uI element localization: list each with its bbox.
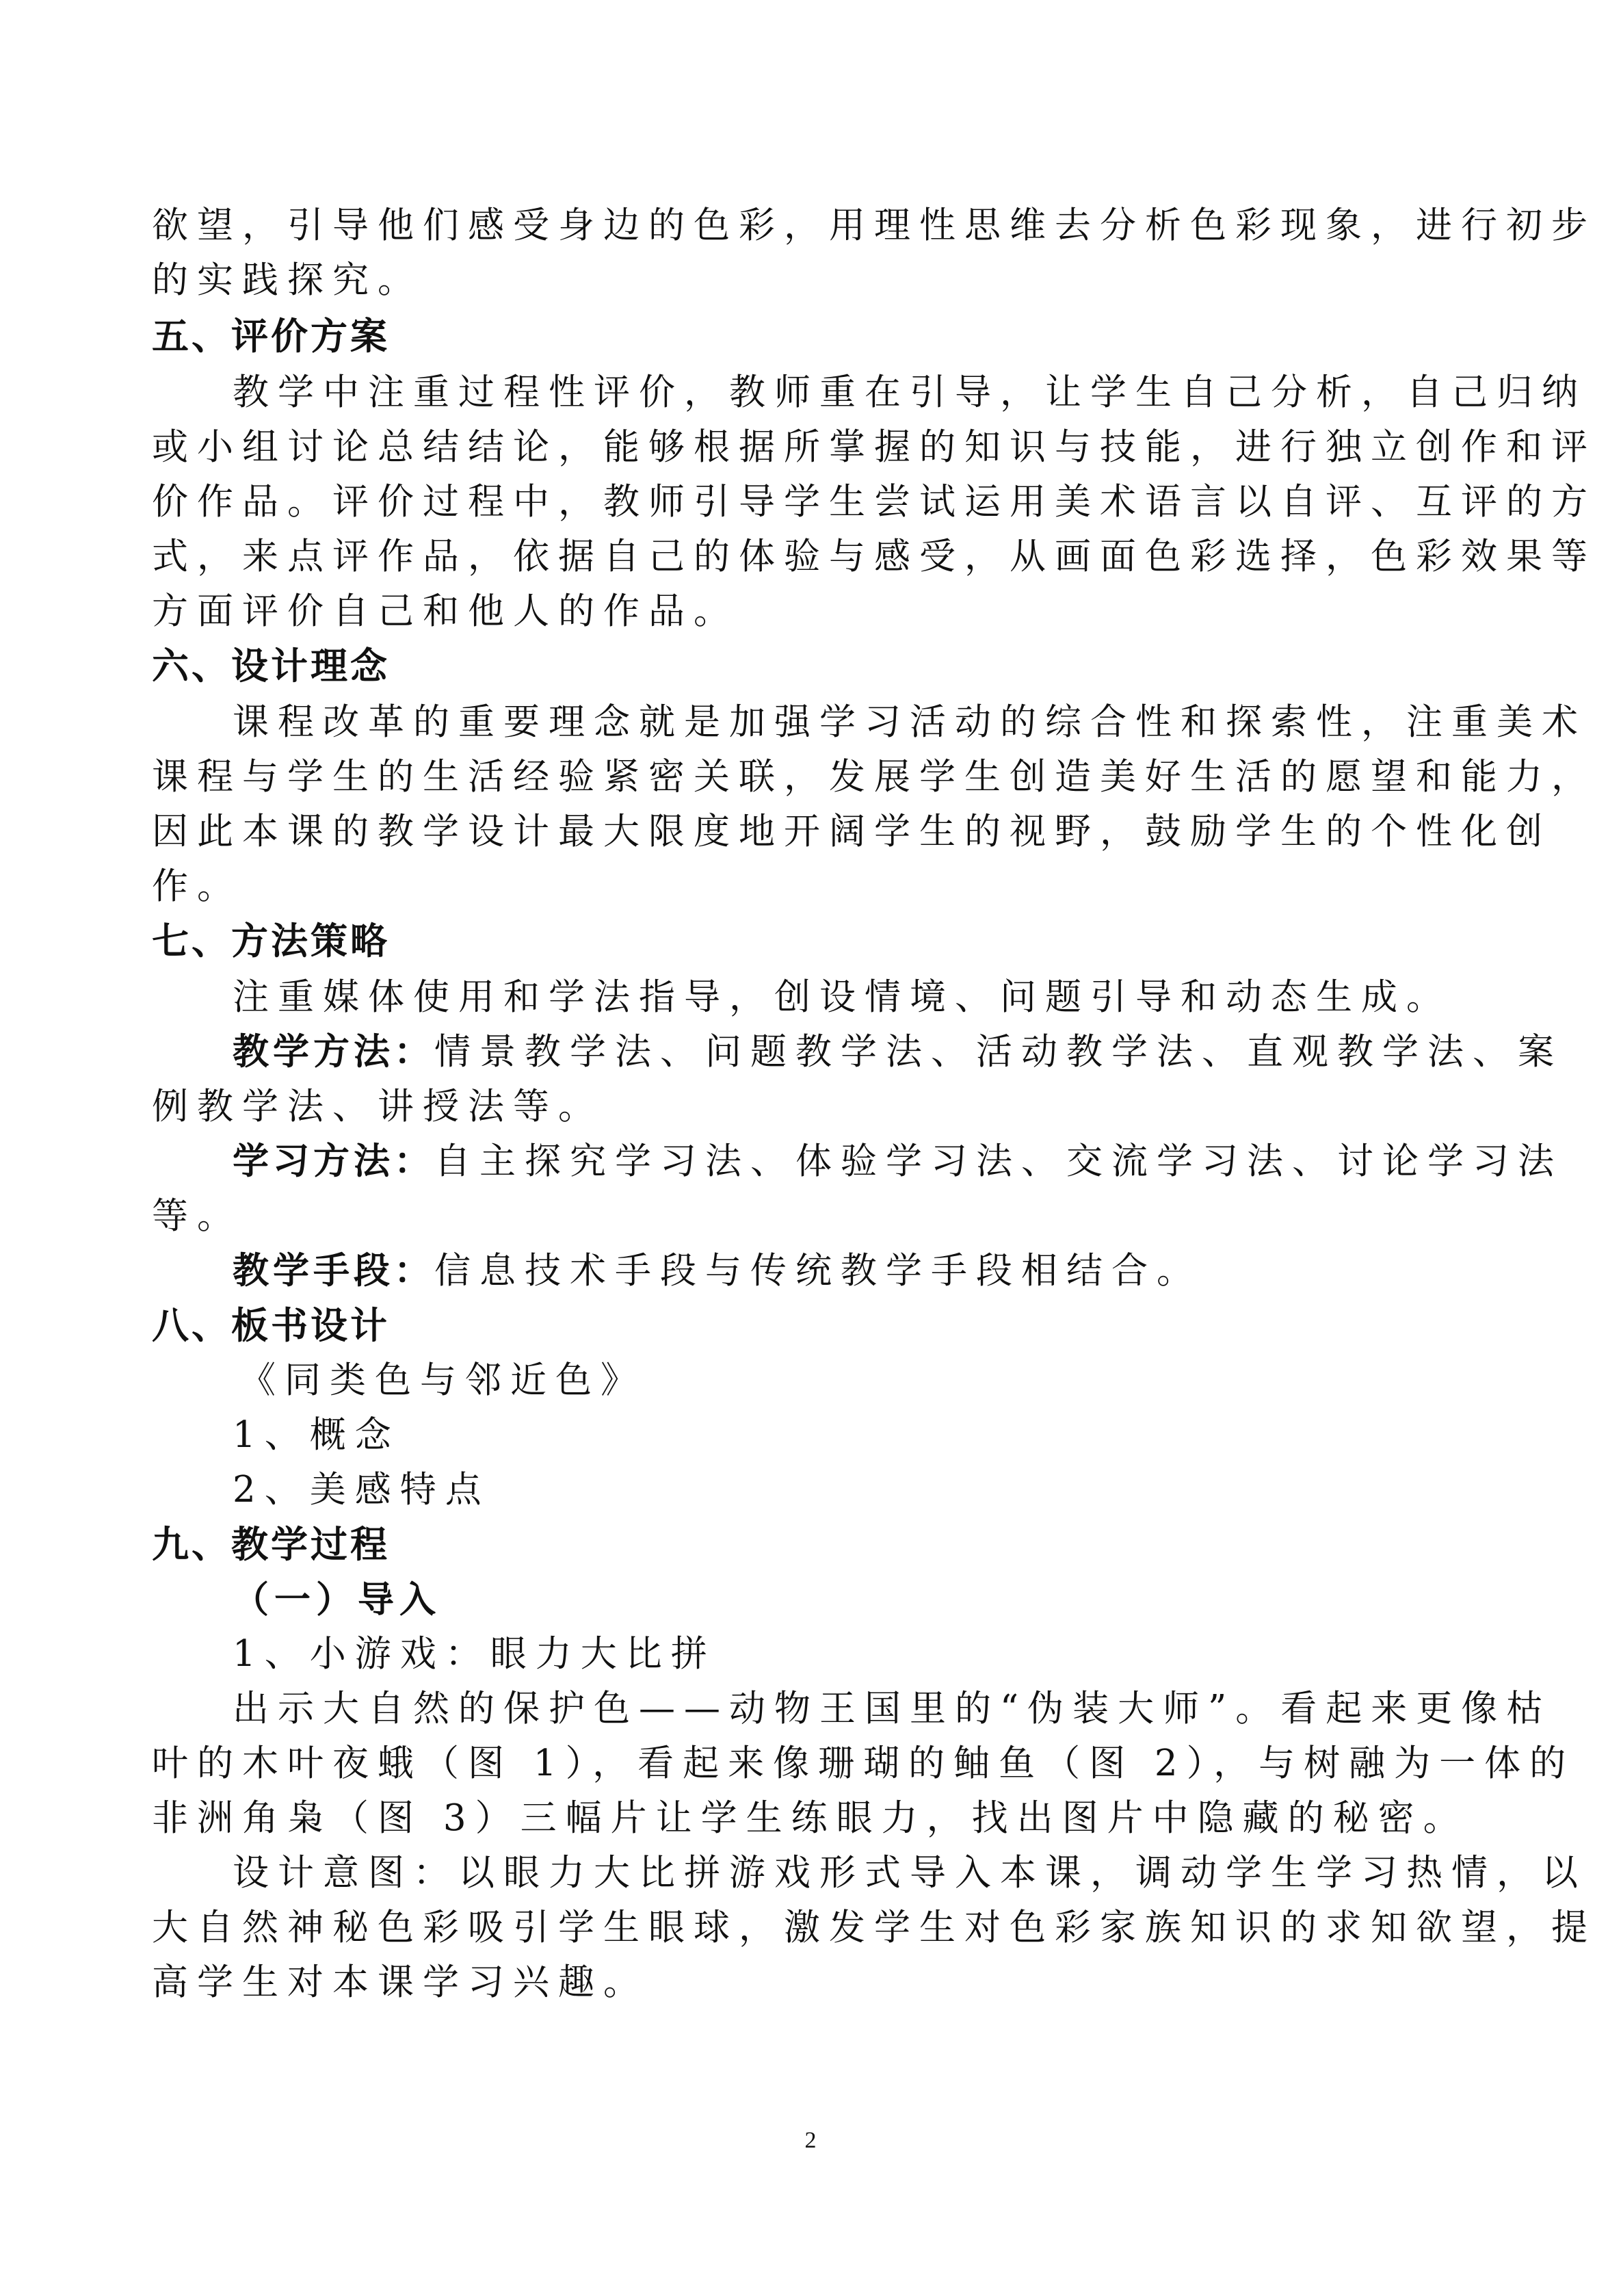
paragraph-line: 课程改革的重要理念就是加强学习活动的综合性和探索性，注重美术 <box>233 701 1587 743</box>
learning-method-label: 学习方法： <box>233 1140 434 1182</box>
teaching-means-label: 教学手段： <box>233 1250 434 1292</box>
learning-method-text: 自主探究学习法、体验学习法、交流学习法、讨论学习法 <box>434 1140 1563 1182</box>
section-heading-evaluation: 五、评价方案 <box>152 315 390 358</box>
teaching-method-line <box>233 1025 1563 1080</box>
section-heading-teaching-process: 九、教学过程 <box>152 1523 390 1566</box>
board-item: 2、美感特点 <box>233 1469 490 1511</box>
paragraph-line: 例教学法、讲授法等。 <box>152 1086 603 1127</box>
paragraph-line: 价作品。评价过程中，教师引导学生尝试运用美术语言以自评、互评的方 <box>152 481 1596 523</box>
page-number: 2 <box>804 2128 817 2153</box>
teaching-means-line <box>233 1244 1202 1299</box>
paragraph-line: 的实践探究。 <box>152 259 423 301</box>
paragraph-line: 高学生对本课学习兴趣。 <box>152 1961 648 2003</box>
teaching-method-text: 情景教学法、问题教学法、活动教学法、直观教学法、案 <box>434 1031 1563 1073</box>
paragraph-line: 出示大自然的保护色——动物王国里的“伪装大师”。看起来更像枯 <box>233 1688 1552 1730</box>
paragraph-line: 叶的木叶夜蛾（图 1），看起来像珊瑚的鲉鱼（图 2），与树融为一体的 <box>152 1743 1575 1784</box>
teaching-means-text: 信息技术手段与传统教学手段相结合。 <box>434 1250 1202 1292</box>
section-heading-method-strategy: 七、方法策略 <box>152 919 390 963</box>
step-heading: 1、小游戏：眼力大比拼 <box>233 1633 716 1675</box>
paragraph-line: 大自然神秘色彩吸引学生眼球，激发学生对色彩家族知识的求知欲望，提 <box>152 1907 1596 1948</box>
learning-method-line <box>233 1134 1563 1189</box>
paragraph-line: 方面评价自己和他人的作品。 <box>152 590 739 632</box>
paragraph-line: 因此本课的教学设计最大限度地开阔学生的视野，鼓励学生的个性化创 <box>152 811 1551 852</box>
paragraph-line: 注重媒体使用和学法指导，创设情境、问题引导和动态生成。 <box>233 976 1451 1018</box>
paragraph-line: 作。 <box>152 865 242 907</box>
paragraph-line: 等。 <box>152 1195 242 1237</box>
section-heading-board-design: 八、板书设计 <box>152 1304 390 1347</box>
paragraph-line: 或小组讨论总结结论，能够根据所掌握的知识与技能，进行独立创作和评 <box>152 426 1596 468</box>
paragraph-line: 教学中注重过程性评价，教师重在引导，让学生自己分析，自己归纳 <box>233 371 1587 413</box>
paragraph-line: 欲望，引导他们感受身边的色彩，用理性思维去分析色彩现象，进行初步 <box>152 205 1596 246</box>
paragraph-line: 式，来点评作品，依据自己的体验与感受，从画面色彩选择，色彩效果等 <box>152 536 1596 577</box>
subsection-heading-intro: （一）导入 <box>233 1578 441 1621</box>
teaching-method-label: 教学方法： <box>233 1031 434 1073</box>
section-heading-design-concept: 六、设计理念 <box>152 644 390 688</box>
paragraph-line: 课程与学生的生活经验紧密关联，发展学生创造美好生活的愿望和能力， <box>152 756 1596 798</box>
board-title: 《同类色与邻近色》 <box>239 1359 646 1401</box>
paragraph-line: 设计意图：以眼力大比拼游戏形式导入本课，调动学生学习热情，以 <box>233 1852 1587 1894</box>
paragraph-line: 非洲角枭（图 3）三幅片让学生练眼力，找出图片中隐藏的秘密。 <box>152 1797 1468 1839</box>
board-item: 1、概念 <box>233 1414 400 1456</box>
